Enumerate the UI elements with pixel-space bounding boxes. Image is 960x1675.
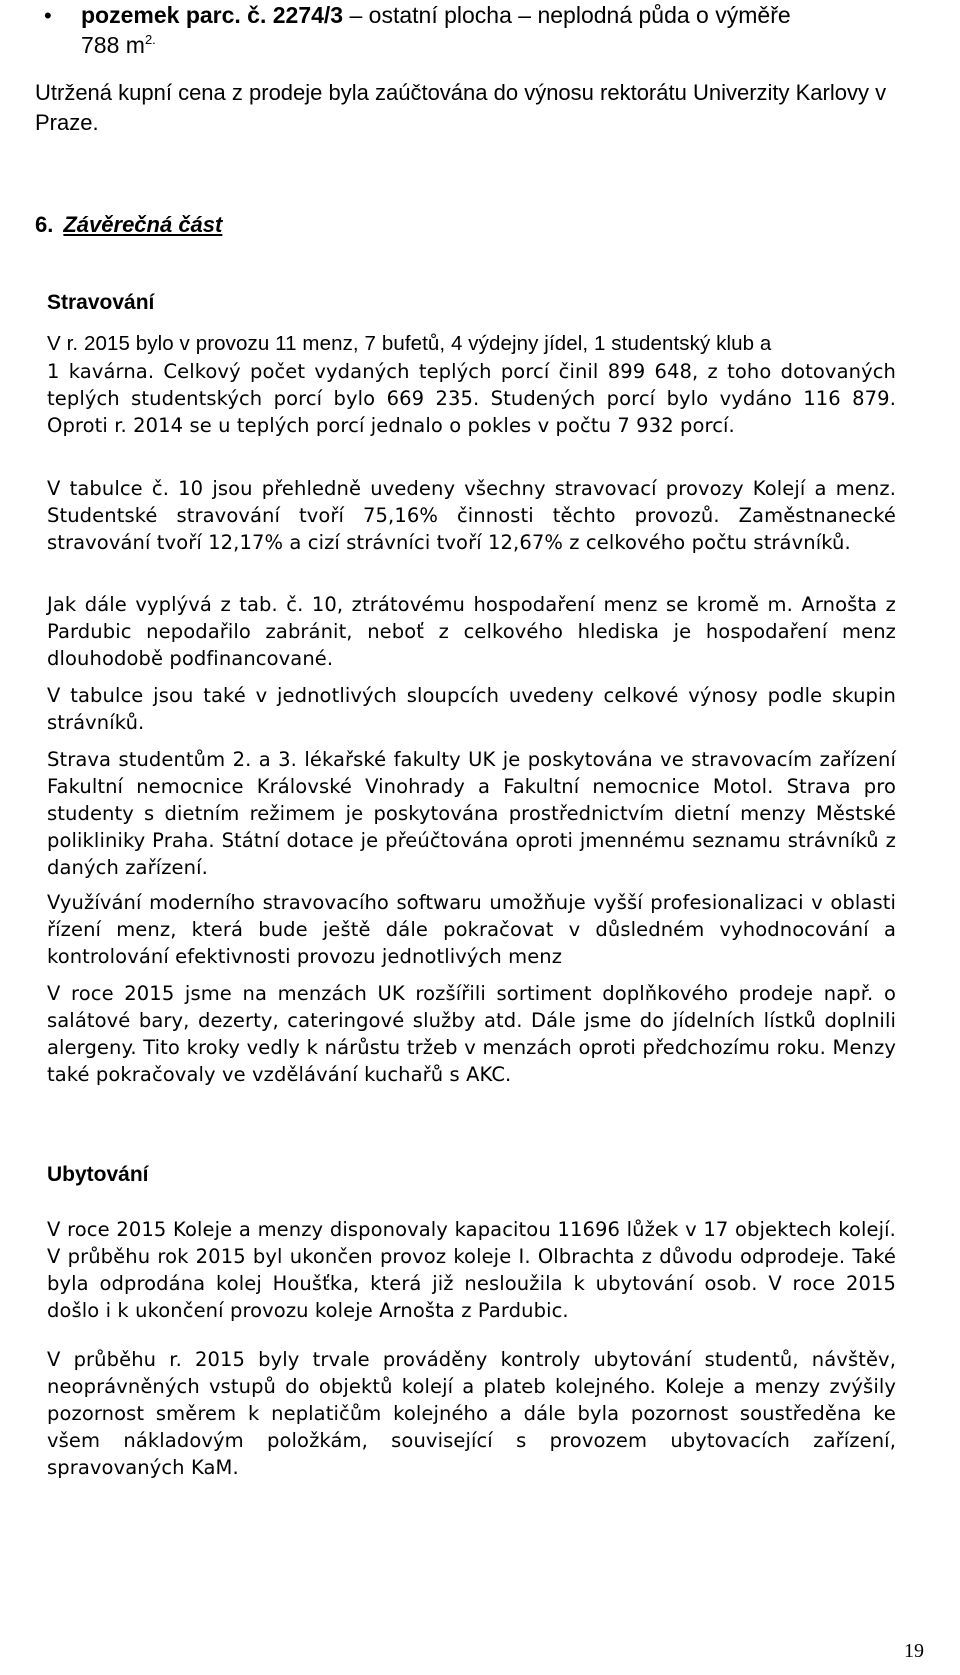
bullet-dot-icon: •: [44, 3, 52, 28]
section-heading: [35, 212, 222, 238]
stravovani-para2: V tabulce č. 10 jsou přehledně uvedeny všechny stravovací provozy Kolejí a menz. Studentské stravování tvoří 75,16% činnosti těchto provozů. Zaměstnanecké stravování tvoří 12,17% a cizí strávníci tvoří 12,67% z celkového počtu strávníků.: [47, 477, 896, 554]
section-title: Závěrečná část: [63, 212, 223, 237]
ubytovani-para2: V průběhu r. 2015 byly trvale prováděny kontroly ubytování studentů, návštěv, neoprávněných vstupů do objektů kolejí a plateb kolejného. Koleje a menzy zvýšily pozornost směrem k neplatičům kolejného a dále byla pozornost soustředěna ke všem nákladovým položkám, související s provozem ubytovacích zařízení, spravovaných KaM.: [47, 1348, 896, 1479]
stravovani-para1: 1 kavárna. Celkový počet vydaných teplých porcí činil 899 648, z toho dotovaných teplých studentských porcí bylo 669 235. Studených porcí bylo vydáno 116 879. Oproti r. 2014 se u teplých porcí jednalo o pokles v počtu 7 932 porcí.: [47, 360, 896, 437]
ubytovani-para1: V roce 2015 Koleje a menzy disponovaly kapacitou 11696 lůžek v 17 objektech kolejí. V průběhu rok 2015 byl ukončen provoz koleje I. Olbrachta z důvodu odprodeje. Také byla odprodána kolej Houšťka, která již nesloužila k ubytování osob. V roce 2015 došlo i k ukončení provozu koleje Arnošta z Pardubic.: [47, 1218, 896, 1322]
stravovani-para6: Využívání moderního stravovacího softwaru umožňuje vyšší profesionalizaci v oblasti řízení menz, která bude ještě dále pokračovat v důsledném vyhodnocování a kontrolování efektivnosti provozu jednotlivých menz: [47, 891, 896, 968]
stravovani-heading: Stravování: [47, 291, 155, 314]
income-note: Utržená kupní cena z prodeje byla zaúčtována do výnosu rektorátu Univerzity Karlovy v Praze.: [35, 80, 887, 135]
bullet-item: [44, 0, 924, 60]
ubytovani-heading: Ubytování: [47, 1163, 149, 1186]
bullet-superscript: 2.: [144, 32, 156, 47]
stravovani-para3: Jak dále vyplývá z tab. č. 10, ztrátovému hospodaření menz se kromě m. Arnošta z Pardubic nepodařilo zabránit, neboť z celkového hlediska je hospodaření menz dlouhodobě podfinancované.: [47, 593, 896, 670]
bullet-rest: – ostatní plocha – neplodná půda o výměře: [343, 2, 791, 28]
stravovani-para4: V tabulce jsou také v jednotlivých sloupcích uvedeny celkové výnosy podle skupin strávníků.: [47, 684, 896, 734]
bullet-line2: 788 m: [81, 32, 145, 58]
section-number: 6.: [35, 212, 54, 237]
bullet-lead: pozemek parc. č. 2274/3: [81, 2, 344, 28]
page-number: 19: [904, 1640, 924, 1662]
bullet-text: [81, 0, 924, 60]
stravovani-para7: V roce 2015 jsme na menzách UK rozšířili sortiment doplňkového prodeje např. o salátové bary, dezerty, cateringové služby atd. Dále jsme do jídelních lístků doplnili alergeny. Tito kroky vedly k nárůstu tržeb v menzách oproti předchozímu roku. Menzy také pokračovaly ve vzdělávání kuchařů s AKC.: [47, 982, 896, 1086]
stravovani-para1-line1: V r. 2015 bylo v provozu 11 menz, 7 bufetů, 4 výdejny jídel, 1 studentský klub a: [47, 332, 772, 355]
stravovani-para5: Strava studentům 2. a 3. lékařské fakulty UK je poskytována ve stravovacím zařízení Fakultní nemocnice Královské Vinohrady a Fakultní nemocnice Motol. Strava pro studenty s dietním režimem je poskytována prostřednictvím dietní menzy Městské polikliniky Praha. Státní dotace je přeúčtována oproti jmennému seznamu strávníků z daných zařízení.: [47, 748, 896, 879]
